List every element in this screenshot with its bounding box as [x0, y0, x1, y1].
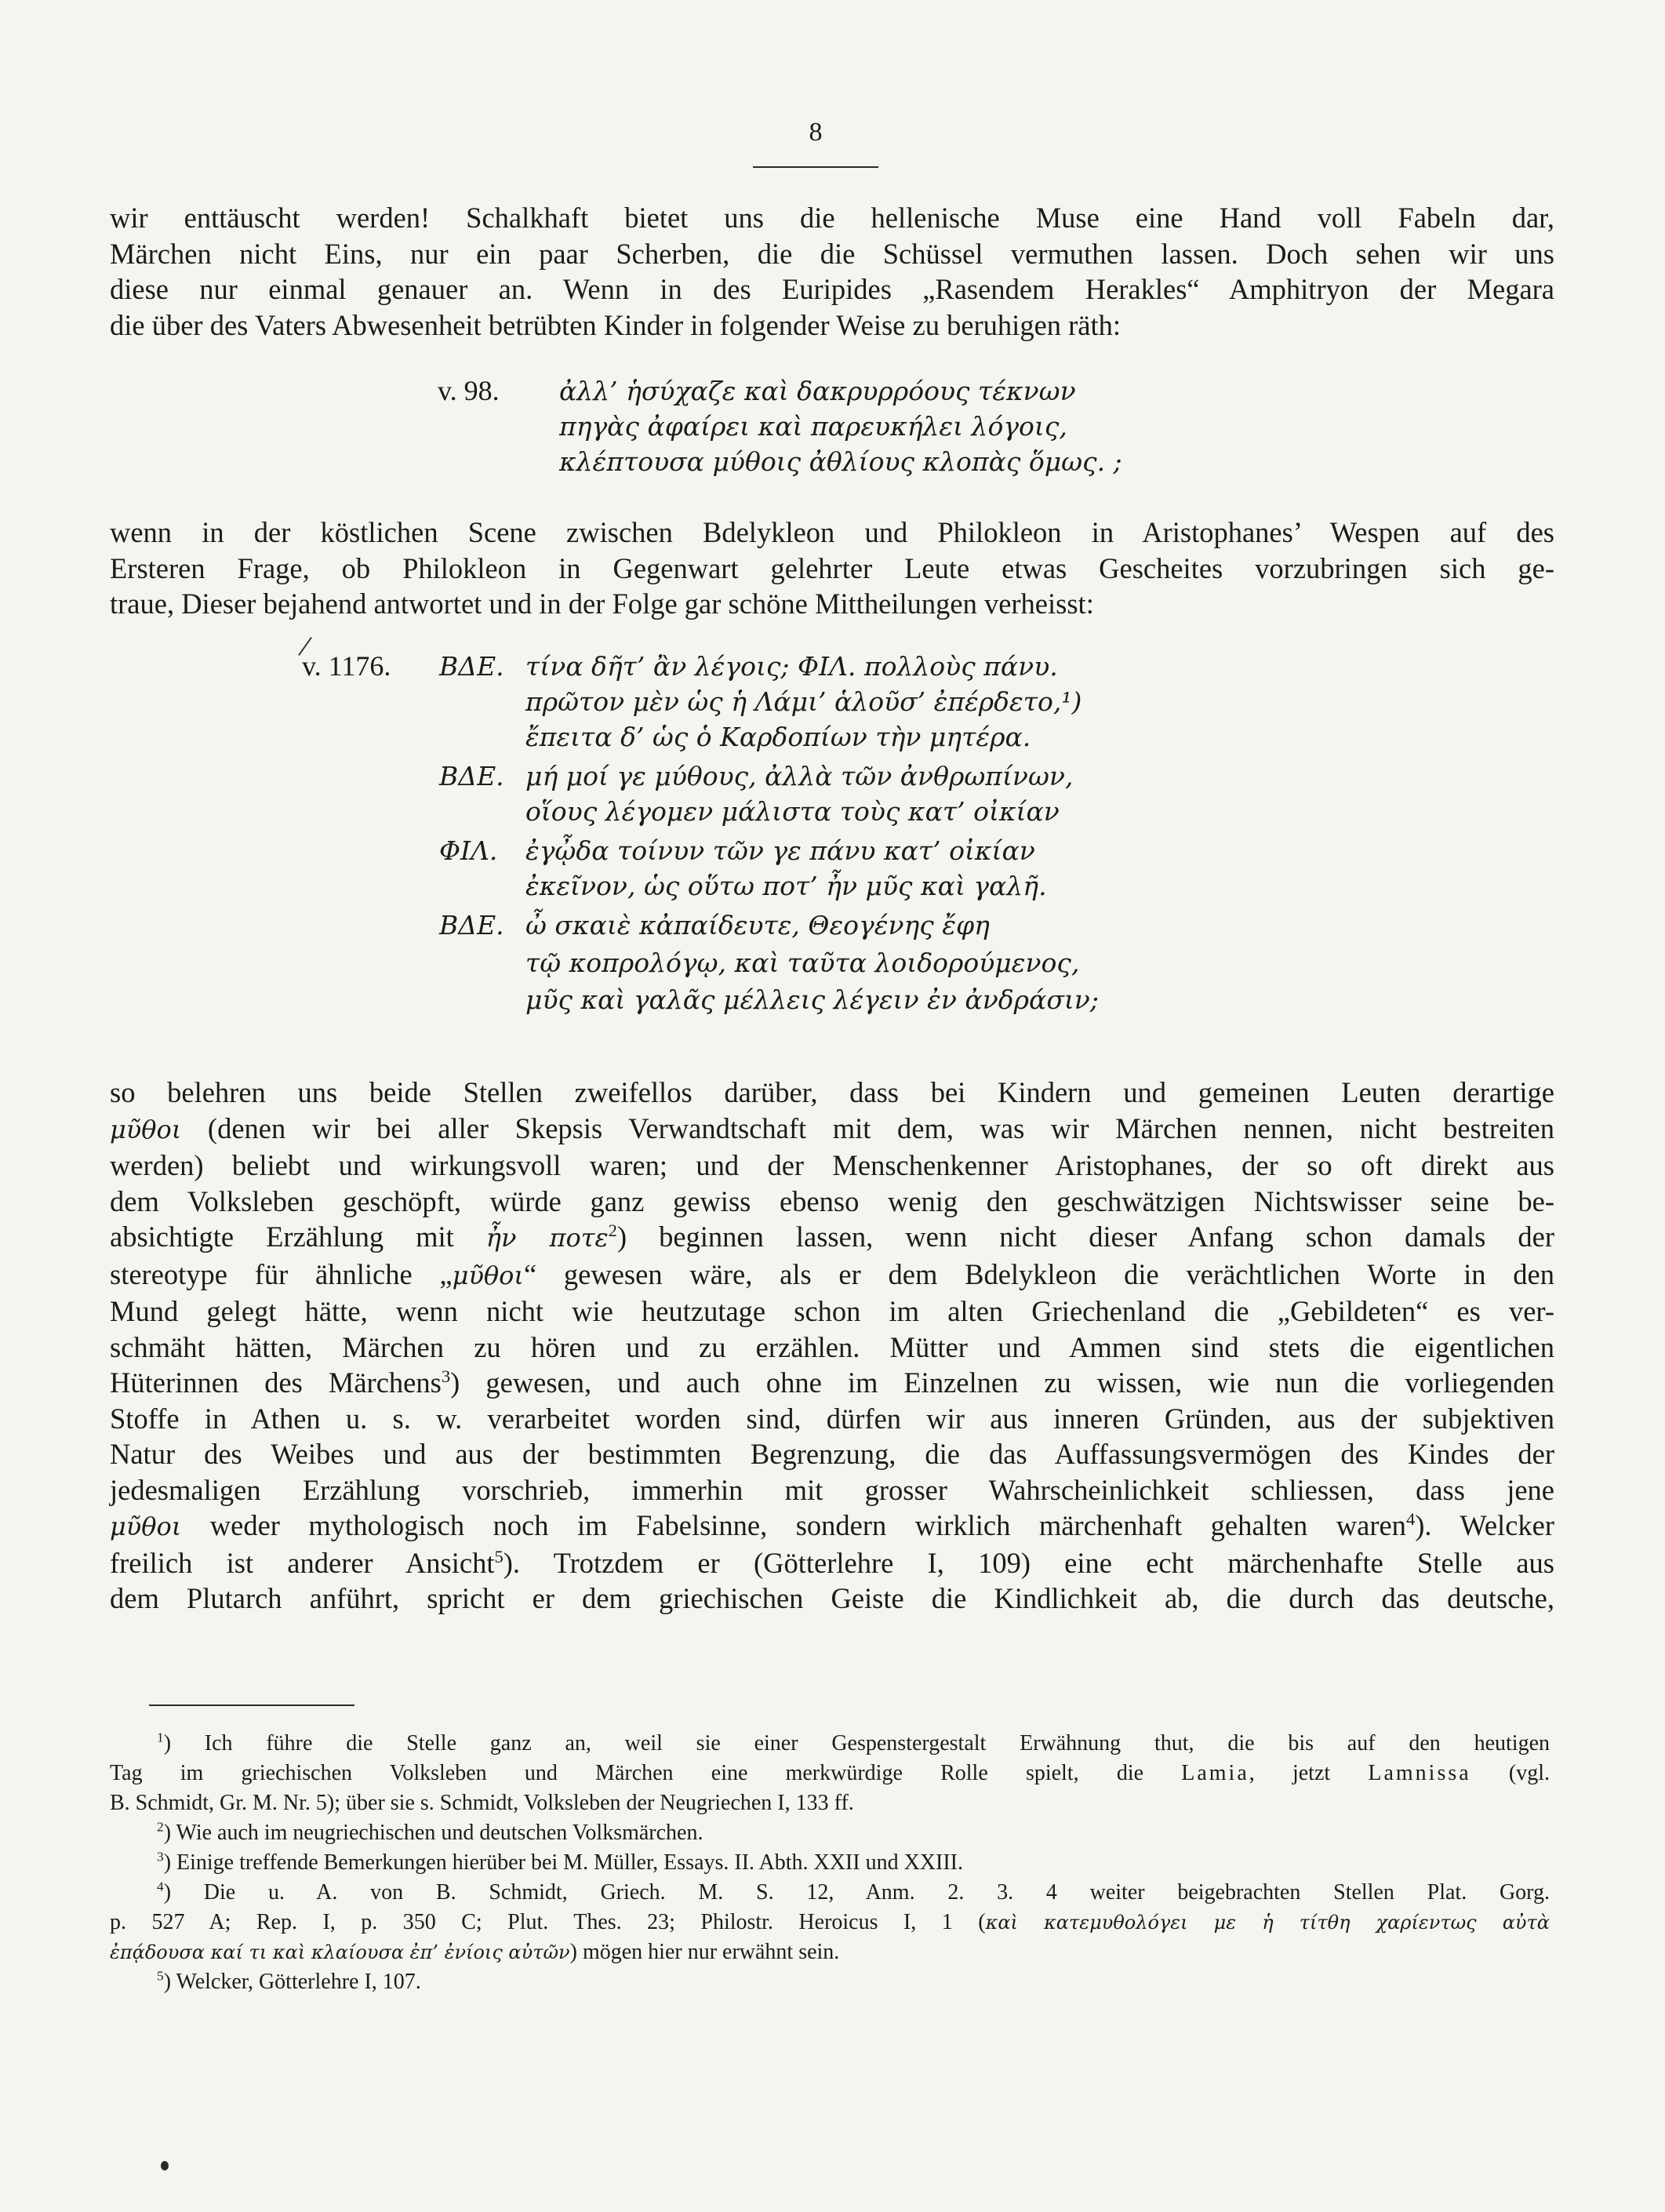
text-line: μῦθοι weder mythologisch noch im Fabelsinne, sondern wirklich märchenhaft gehalten waren$^4$). Welcker	[110, 1508, 1555, 1541]
speaker-label: ΒΔΕ.	[439, 651, 504, 682]
footnote-ref: 2	[608, 1220, 617, 1240]
text-line: stereotype für ähnliche „μῦθοι“ gewesen wäre, als er dem Bdelykleon die verächtlichen Worte in den	[110, 1257, 1554, 1290]
verse-number: v. 1176.	[302, 650, 391, 682]
text-line: diese nur einmal genauer an. Wenn in des Euripides „Rasendem Herakles“ Amphitryon der Megara	[110, 273, 1554, 305]
greek-term: μῦθοι	[110, 1512, 182, 1541]
greek-verse: πηγὰς ἀφαίρει καὶ παρευκήλει λόγοις,	[559, 411, 1067, 442]
text-line: jedesmaligen Erzählung vorschrieb, immerhin mit grosser Wahrscheinlichkeit schliessen, dass jene	[110, 1473, 1554, 1506]
greek-verse: μή μοί γε μύθους, ἀλλὰ τῶν ἀνθρωπίνων,	[525, 761, 1074, 791]
footnote-ref: 3	[441, 1366, 451, 1386]
text-line: die über des Vaters Abwesenheit betrübten Kinder in folgender Weise zu beruhigen räth:	[110, 308, 1122, 341]
speaker-label: ΒΔΕ.	[439, 910, 504, 940]
footnote-rule	[149, 1704, 354, 1706]
greek-term: ἦν ποτε	[485, 1223, 609, 1253]
footnotes	[110, 1729, 1550, 1997]
footnote-mark: 5	[157, 1968, 164, 1984]
footnote-mark: 4	[157, 1879, 164, 1894]
text-line: Mund gelegt hätte, wenn nicht wie heutzutage schon im alten Griechenland die „Gebildeten“ es ver-	[110, 1295, 1554, 1327]
text-line: schmäht hätten, Märchen zu hören und zu erzählen. Mütter und Ammen sind stets die eigentlichen	[110, 1330, 1554, 1363]
footnote-3: $^3$) Einige treffende Bemerkungen hierüber bei M. Müller, Essays. II. Abth. XXII und XXIII.	[157, 1849, 963, 1875]
text-line: Stoffe in Athen u. s. w. verarbeitet worden sind, dürfen wir aus inneren Gründen, aus der subjektiven	[110, 1402, 1554, 1435]
text-line: freilich ist anderer Ansicht$^5$). Trotzdem er (Götterlehre I, 109) eine echt märchenhafte Stelle aus	[110, 1546, 1555, 1579]
text-line: so belehren uns beide Stellen zweifellos darüber, dass bei Kindern und gemeinen Leuten derartige	[110, 1076, 1554, 1108]
footnote-ref: 4	[1405, 1508, 1416, 1529]
text-line: Natur des Weibes und aus der bestimmten Begrenzung, die das Auffassungsvermögen des Kindes der	[110, 1438, 1554, 1470]
text-line: wir enttäuscht werden! Schalkhaft bietet uns die hellenische Muse eine Hand voll Fabeln dar,	[110, 202, 1554, 234]
page-number: 8	[809, 118, 823, 147]
footnote-mark: 3	[157, 1849, 164, 1865]
footnote-mark: 2	[157, 1819, 164, 1835]
greek-term: μῦθοι	[110, 1114, 182, 1144]
paragraph-1	[110, 200, 1554, 343]
text-line: werden) beliebt und wirkungsvoll waren; und der Menschenkenner Aristophanes, der so oft direkt aus	[110, 1149, 1554, 1181]
footnote-1: $^1$) Ich führe die Stelle ganz an, weil sie einer Gespenstergestalt Erwähnung thut, die bis auf den heutigen Tag im griechischen Volksleben und Märchen eine merkwürdige Rolle spielt, die Lamia, jetzt Lamnissa (vgl. B. Schmidt, Gr. M. Nr. 5); über sie s. Schmidt, Volksleben der Neugriechen I, 133 ff.	[110, 1730, 1550, 1815]
greek-verse: ἐκεῖνον, ὡς οὕτω ποτ’ ἦν μῦς καὶ γαλῆ.	[525, 871, 1047, 901]
speaker-label: ΦΙΛ.	[439, 835, 498, 866]
greek-verse: ἐγᾦδα τοίνυν τῶν γε πάνυ κατ’ οἰκίαν	[525, 835, 1035, 866]
ink-blot	[161, 2161, 169, 2170]
paragraph-2	[110, 515, 1554, 622]
greek-verse: κλέπτουσα μύθοις ἀθλίους κλοπὰς ὅμως. ;	[559, 446, 1122, 477]
spaced-term: Lamnissa	[1368, 1761, 1471, 1785]
text-line: Hüterinnen des Märchens$^3$) gewesen, und auch ohne im Einzelnen zu wissen, wie nun die vorliegenden	[110, 1366, 1554, 1399]
footnote-2: $^2$) Wie auch im neugriechischen und deutschen Volksmärchen.	[157, 1819, 703, 1845]
verse-number: v. 98.	[438, 375, 500, 406]
footnote-ref: 5	[494, 1546, 503, 1566]
text-line: μῦθοι (denen wir bei aller Skepsis Verwandtschaft mit dem, was wir Märchen nennen, nicht bestreiten	[110, 1111, 1554, 1144]
paragraph-3	[110, 1075, 1554, 1617]
footnote-4: $^4$) Die u. A. von B. Schmidt, Griech. M. S. 12, Anm. 2. 3. 4 weiter beigebrachten Stellen Plat. Gorg. p. 527 A; Rep. I, p. 350 C; Plut. Thes. 23; Philostr. Heroicus I, 1 (καὶ κατεμυθολόγει με ἡ τίτθη χαρίεντως αὐτὰ ἐπᾴδουσα καί τι καὶ κλαίουσα ἐπ’ ἐνίοις αὐτῶν) mögen hier nur erwähnt sein.	[110, 1879, 1550, 1964]
page-number-rule	[753, 166, 878, 168]
text-line: Märchen nicht Eins, nur ein paar Scherben, die die Schüssel vermuthen lassen. Doch sehen wir uns	[110, 237, 1554, 270]
text-line: absichtigte Erzählung mit ἦν ποτε$^2$) beginnen lassen, wenn nicht dieser Anfang schon damals der	[110, 1220, 1554, 1253]
greek-quote: ἐπᾴδουσα καί τι καὶ κλαίουσα ἐπ’ ἐνίοις αὐτῶν	[110, 1941, 570, 1963]
text-line: traue, Dieser bejahend antwortet und in der Folge gar schöne Mittheilungen verheisst:	[110, 588, 1094, 620]
greek-term: μῦθοι	[452, 1260, 524, 1290]
spaced-term: Lamia	[1181, 1761, 1249, 1785]
text-line: wenn in der köstlichen Scene zwischen Bdelykleon und Philokleon in Aristophanes’ Wespen auf des	[110, 516, 1554, 548]
greek-verse: τῷ κοπρολόγῳ, καὶ ταῦτα λοιδορούμενος,	[525, 948, 1080, 978]
greek-verse: ἔπειτα δ’ ὡς ὁ Καρδοπίων τὴν μητέρα.	[525, 722, 1031, 752]
greek-verse: οἵους λέγομεν μάλιστα τοὺς κατ’ οἰκίαν	[525, 796, 1060, 827]
greek-verse: πρῶτον μὲν ὡς ἡ Λάμι’ ἁλοῦσ’ ἐπέρδετο,¹)	[525, 686, 1082, 717]
text-line: dem Plutarch anführt, spricht er dem griechischen Geiste die Kindlichkeit ab, die durch das deutsche,	[110, 1582, 1554, 1614]
greek-verse: ὦ σκαιὲ κἀπαίδευτε, Θεογένης ἔφη	[525, 910, 990, 940]
text-line: dem Volksleben geschöpft, würde ganz gewiss ebenso wenig den geschwätzigen Nichtswisser seine be-	[110, 1184, 1554, 1217]
speaker-label: ΒΔΕ.	[439, 761, 504, 791]
greek-verse: τίνα δῆτ’ ἂν λέγοις; ΦΙΛ. πολλοὺς πάνυ.	[525, 651, 1058, 682]
greek-verse: ἀλλ’ ἡσύχαζε καὶ δακρυρρόους τέκνων	[559, 376, 1076, 406]
footnote-mark: 1	[157, 1730, 164, 1745]
text-line: Ersteren Frage, ob Philokleon in Gegenwart gelehrter Leute etwas Gescheites vorzubringen sich ge-	[110, 551, 1554, 584]
footnote-5: $^5$) Welcker, Götterlehre I, 107.	[157, 1968, 421, 1994]
greek-verse: μῦς καὶ γαλᾶς μέλλεις λέγειν ἐν ἀνδράσιν;	[525, 984, 1099, 1015]
greek-quote: καὶ κατεμυθολόγει με ἡ τίτθη χαρίεντως αὐτὰ	[985, 1912, 1550, 1934]
